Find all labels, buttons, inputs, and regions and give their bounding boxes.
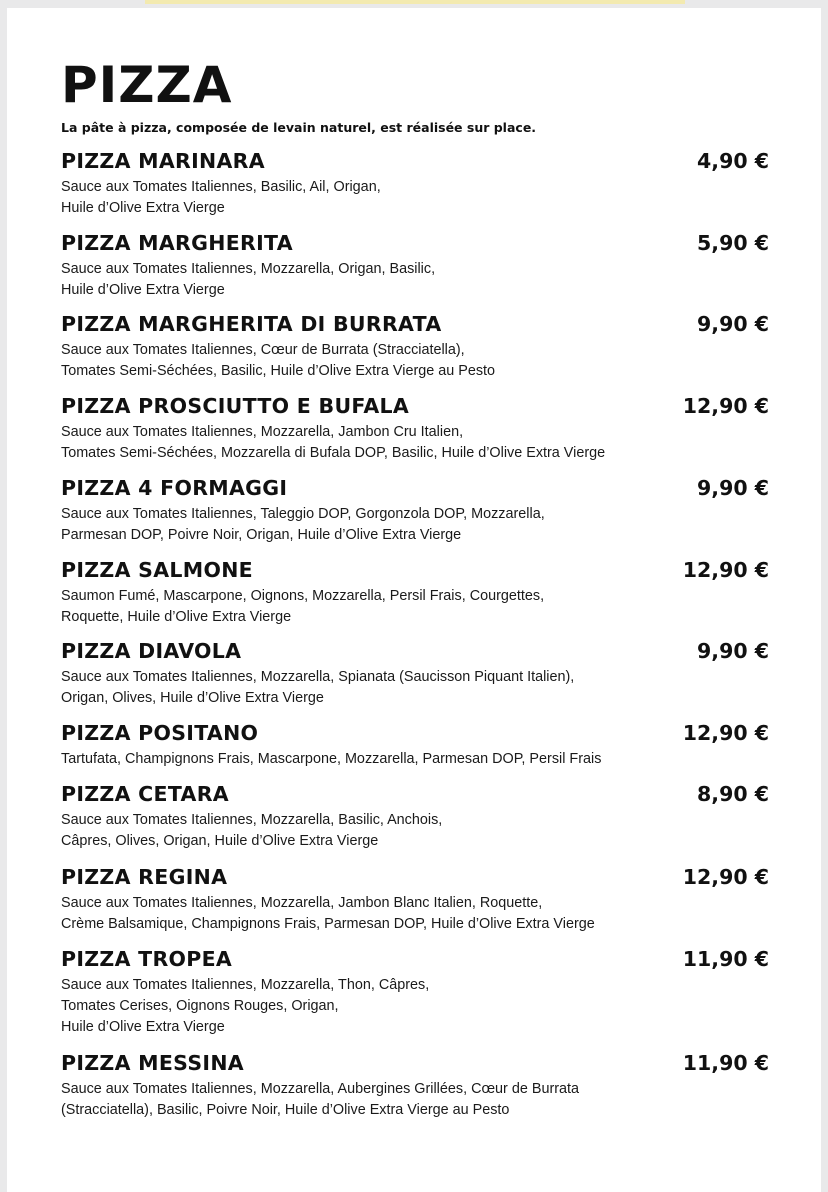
description-line: Sauce aux Tomates Italiennes, Basilic, Ail, Origan,	[61, 179, 381, 195]
item-description	[61, 504, 769, 546]
description-line: Sauce aux Tomates Italiennes, Mozzarella, Thon, Câpres,	[61, 977, 430, 993]
description-line: Tomates Semi-Séchées, Basilic, Huile d’Olive Extra Vierge au Pesto	[61, 363, 496, 379]
item-price: 9,90 €	[697, 639, 769, 663]
item-description	[61, 422, 769, 464]
menu-item	[61, 148, 769, 219]
item-name: PIZZA SALMONE	[61, 558, 253, 582]
menu-item	[61, 1050, 769, 1121]
menu-page	[7, 8, 821, 1192]
menu-item	[61, 864, 769, 935]
description-line: Crème Balsamique, Champignons Frais, Parmesan DOP, Huile d’Olive Extra Vierge	[61, 916, 595, 932]
item-name: PIZZA MARINARA	[61, 149, 265, 173]
item-name: PIZZA PROSCIUTTO E BUFALA	[61, 394, 410, 418]
description-line: Saumon Fumé, Mascarpone, Oignons, Mozzarella, Persil Frais, Courgettes,	[61, 588, 545, 604]
description-line: Parmesan DOP, Poivre Noir, Origan, Huile d’Olive Extra Vierge	[61, 527, 462, 543]
item-price: 12,90 €	[682, 558, 769, 582]
menu-item	[61, 557, 769, 628]
item-description	[61, 1079, 769, 1121]
description-line: Sauce aux Tomates Italiennes, Mozzarella, Aubergines Grillées, Cœur de Burrata	[61, 1081, 580, 1097]
item-description	[61, 586, 769, 628]
description-line: Sauce aux Tomates Italiennes, Taleggio DOP, Gorgonzola DOP, Mozzarella,	[61, 506, 545, 522]
item-name: PIZZA TROPEA	[61, 947, 233, 971]
menu-item	[61, 230, 769, 301]
item-name: PIZZA CETARA	[61, 782, 229, 806]
description-line: Tartufata, Champignons Frais, Mascarpone, Mozzarella, Parmesan DOP, Persil Frais	[61, 751, 602, 767]
menu-item	[61, 946, 769, 1038]
description-line: Tomates Semi-Séchées, Mozzarella di Bufala DOP, Basilic, Huile d’Olive Extra Vierge	[61, 445, 606, 461]
description-line: Sauce aux Tomates Italiennes, Mozzarella, Jambon Blanc Italien, Roquette,	[61, 895, 543, 911]
item-name: PIZZA REGINA	[61, 865, 228, 889]
page-subtitle: La pâte à pizza, composée de levain naturel, est réalisée sur place.	[61, 120, 537, 135]
description-line: Sauce aux Tomates Italiennes, Mozzarella, Spianata (Saucisson Piquant Italien),	[61, 669, 575, 685]
item-name: PIZZA POSITANO	[61, 721, 259, 745]
description-line: Sauce aux Tomates Italiennes, Cœur de Burrata (Stracciatella),	[61, 342, 465, 358]
menu-item	[61, 781, 769, 852]
item-description	[61, 749, 769, 770]
item-price: 11,90 €	[682, 947, 769, 971]
page-title: PIZZA	[61, 56, 233, 114]
item-price: 4,90 €	[697, 149, 769, 173]
item-description	[61, 893, 769, 935]
item-name: PIZZA MESSINA	[61, 1051, 244, 1075]
menu-item	[61, 475, 769, 546]
description-line: Roquette, Huile d’Olive Extra Vierge	[61, 609, 292, 625]
description-line: Huile d’Olive Extra Vierge	[61, 282, 225, 298]
menu-item	[61, 720, 769, 770]
description-line: (Stracciatella), Basilic, Poivre Noir, Huile d’Olive Extra Vierge au Pesto	[61, 1102, 510, 1118]
item-price: 8,90 €	[697, 782, 769, 806]
item-name: PIZZA MARGHERITA	[61, 231, 293, 255]
description-line: Tomates Cerises, Oignons Rouges, Origan,	[61, 998, 339, 1014]
item-price: 12,90 €	[682, 721, 769, 745]
menu-item	[61, 393, 769, 464]
item-name: PIZZA MARGHERITA DI BURRATA	[61, 312, 442, 336]
item-price: 9,90 €	[697, 476, 769, 500]
menu-item	[61, 638, 769, 709]
description-line: Sauce aux Tomates Italiennes, Mozzarella, Jambon Cru Italien,	[61, 424, 464, 440]
top-highlight-strip	[145, 0, 685, 4]
item-name: PIZZA 4 FORMAGGI	[61, 476, 288, 500]
item-price: 9,90 €	[697, 312, 769, 336]
menu-item	[61, 311, 769, 382]
description-line: Câpres, Olives, Origan, Huile d’Olive Extra Vierge	[61, 833, 379, 849]
description-line: Sauce aux Tomates Italiennes, Mozzarella, Basilic, Anchois,	[61, 812, 443, 828]
description-line: Origan, Olives, Huile d’Olive Extra Vierge	[61, 690, 324, 706]
item-description	[61, 975, 769, 1038]
description-line: Huile d’Olive Extra Vierge	[61, 200, 225, 216]
item-description	[61, 667, 769, 709]
item-price: 5,90 €	[697, 231, 769, 255]
item-name: PIZZA DIAVOLA	[61, 639, 242, 663]
item-price: 12,90 €	[682, 865, 769, 889]
item-price: 11,90 €	[682, 1051, 769, 1075]
description-line: Huile d’Olive Extra Vierge	[61, 1019, 225, 1035]
item-description	[61, 340, 769, 382]
item-description	[61, 259, 769, 301]
item-price: 12,90 €	[682, 394, 769, 418]
item-description	[61, 810, 769, 852]
item-description	[61, 177, 769, 219]
description-line: Sauce aux Tomates Italiennes, Mozzarella, Origan, Basilic,	[61, 261, 436, 277]
